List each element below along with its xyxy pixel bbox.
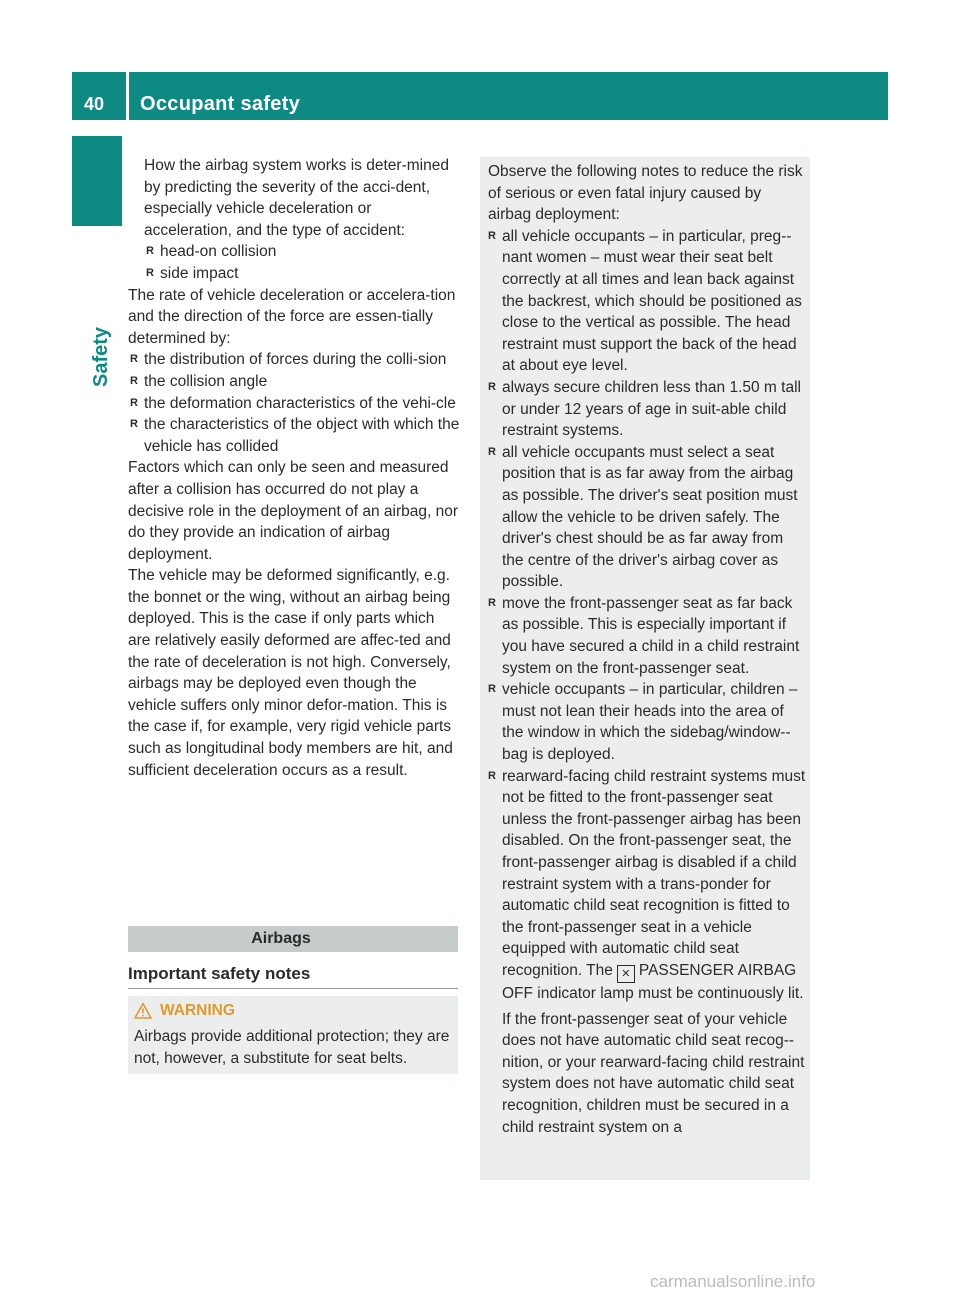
passenger-airbag-off-icon: ✕ bbox=[617, 965, 635, 983]
rearward-text: rearward-facing child restraint systems must not be fitted to the front-passenger seat unless the front-passenger airbag has been disabled. On the front-passenger seat, the front-passenger airbag is disabled if a child restraint system with a trans-ponder for automatic child seat recognition is fitted to the front-passenger seat in a vehicle equipped with automatic child seat recognition. The bbox=[502, 767, 806, 979]
list-item: R the characteristics of the object with which the vehicle has collided bbox=[128, 414, 460, 457]
airbag-notes-list bbox=[488, 226, 808, 1005]
section-title: Occupant safety bbox=[140, 93, 301, 115]
rearward-text-end: PASSENGER AIRBAG OFF indicator lamp must be continuously lit. bbox=[502, 961, 804, 1002]
deformation-paragraph: The vehicle may be deformed significantly, e.g. the bonnet or the wing, without an airbag being deployed. This is the case if only parts which are relatively easily deformed are affec-ted and the rate of deceleration is not high. Conversely, airbags may be deployed even though the vehicle suffers only minor defor-mation. This is the case if, for example, very rigid vehicle parts such as longitudinal body members are hit, and sufficient deceleration occurs as a result. bbox=[128, 567, 453, 779]
warning-title bbox=[134, 1000, 235, 1022]
list-item: R vehicle occupants – in particular, children – must not lean their heads into the area of the window in which the sidebag/window-bag is deployed. bbox=[488, 679, 808, 765]
side-tab-block bbox=[72, 136, 122, 226]
accident-type-list bbox=[144, 241, 460, 284]
intro-paragraph: How the airbag system works is deter-mined by predicting the severity of the acci-dent, especially vehicle deceleration or acceleration, and the type of accident: bbox=[144, 157, 449, 239]
header-divider bbox=[126, 72, 129, 120]
page-number: 40 bbox=[84, 94, 105, 114]
list-item: R move the front-passenger seat as far back as possible. This is especially important if you have secured a child in a child restraint system on the front-passenger seat. bbox=[488, 593, 808, 679]
warning-text: Airbags provide additional protection; they are not, however, a substitute for seat belts. bbox=[134, 1028, 450, 1067]
list-item: R always secure children less than 1.50 m tall or under 12 years of age in suit-able child restraint systems. bbox=[488, 377, 808, 442]
list-item bbox=[488, 766, 808, 1005]
list-item: R the collision angle bbox=[128, 371, 460, 393]
factors-paragraph: Factors which can only be seen and measured after a collision has occurred do not play a decisive role in the deployment of an airbag, nor do they provide an indication of airbag deployment. bbox=[128, 459, 459, 563]
rate-paragraph: The rate of vehicle deceleration or accelera-tion and the direction of the force are essen-tially determined by: bbox=[128, 286, 456, 347]
list-item: R all vehicle occupants – in particular, preg-nant women – must wear their seat belt correctly at all times and lean back against the backrest, which should be positioned as close to the vertical as possible. The head restraint must support the back of the head at about eye level. bbox=[488, 226, 808, 377]
final-paragraph: If the front-passenger seat of your vehicle does not have automatic child seat recog-nition, or your rearward-facing child restraint system does not have automatic child seat recognition, children must be secured in a child restraint system on a bbox=[502, 1010, 805, 1136]
list-item: R head-on collision bbox=[144, 241, 460, 263]
right-column bbox=[488, 161, 808, 1138]
watermark: carmanualsonline.info bbox=[650, 1272, 816, 1291]
notes-intro: Observe the following notes to reduce the risk of serious or even fatal injury caused by airbag deployment: bbox=[488, 163, 803, 224]
warning-triangle-icon bbox=[134, 1002, 152, 1020]
warning-box bbox=[128, 996, 458, 1074]
list-item: R the distribution of forces during the colli-sion bbox=[128, 349, 460, 371]
side-label: Safety bbox=[89, 326, 112, 388]
warning-label: WARNING bbox=[160, 1002, 235, 1019]
list-item: R all vehicle occupants must select a seat position that is as far away from the airbag as possible. The driver's seat position must allow the vehicle to be driven safely. The driver's chest should be as far away from the centre of the driver's airbag cover as possible. bbox=[488, 442, 808, 593]
list-item: R the deformation characteristics of the vehi-cle bbox=[128, 393, 460, 415]
left-column bbox=[128, 155, 460, 781]
airbags-heading: Airbags bbox=[128, 926, 458, 952]
intro-block bbox=[128, 155, 460, 285]
safety-notes-box bbox=[480, 157, 810, 1180]
important-safety-notes-heading: Important safety notes bbox=[128, 962, 458, 989]
list-item: R side impact bbox=[144, 263, 460, 285]
factor-list bbox=[128, 349, 460, 457]
